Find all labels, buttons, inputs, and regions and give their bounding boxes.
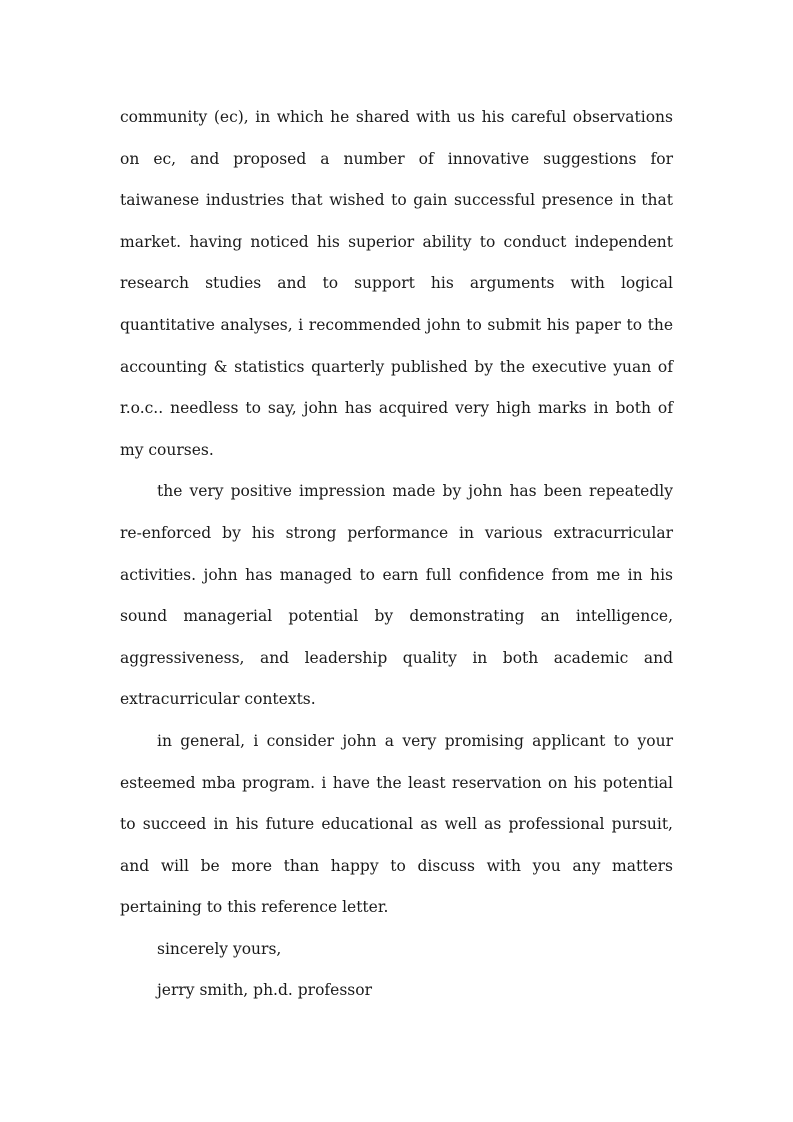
signature-line: jerry smith, ph.d. professor	[157, 981, 372, 1000]
paragraph-impression: the very positive impression made by john has been repeatedly re-enforced by his strong performance in various extracurricular activities. john has managed to earn full confidence from me in his sound managerial potential by demonstrating an intelligence, aggressiveness, and leadership quality in both academic and extracurricular contexts.	[120, 482, 673, 709]
letter-body	[120, 97, 673, 1012]
paragraph-conclusion: in general, i consider john a very promising applicant to your esteemed mba program. i have the least reservation on his potential to succeed in his future educational as well as professional pursuit, and will be more than happy to discuss with you any matters pertaining to this reference letter.	[120, 731, 673, 917]
closing-salutation: sincerely yours,	[157, 939, 282, 958]
paragraph-continuation: community (ec), in which he shared with us his careful observations on ec, and proposed a number of innovative suggestions for taiwanese industries that wished to gain successful presence in that market. having noticed his superior ability to conduct independent research studies and to support his arguments with logical quantitative analyses, i recommended john to submit his paper to the accounting & statistics quarterly published by the executive yuan of r.o.c.. needless to say, john has acquired very high marks in both of my courses.	[120, 108, 673, 459]
